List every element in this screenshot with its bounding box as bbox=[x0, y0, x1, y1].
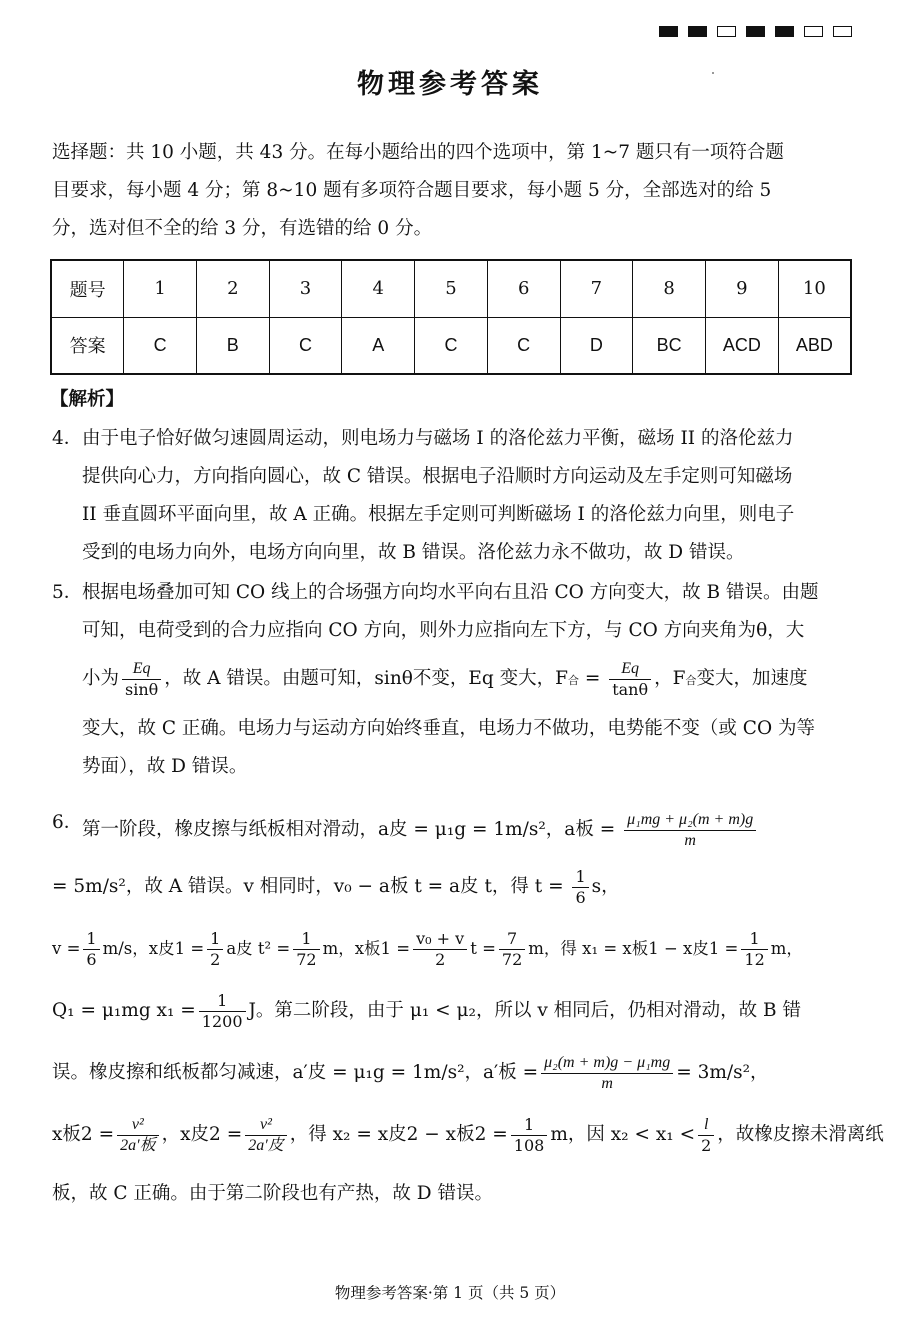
text-span: m，得 x₁ = x板1 − x皮1 = bbox=[528, 939, 739, 958]
answer-cell: BC bbox=[633, 317, 706, 374]
numerator: 1 bbox=[293, 929, 319, 950]
filled-square-mark bbox=[688, 26, 707, 37]
text-span: 小为 bbox=[82, 668, 120, 689]
text-line: 提供向心力，方向指向圆心，故 C 错误。根据电子沿顺时方向运动及左手定则可知磁场 bbox=[82, 466, 793, 487]
question-number-cell: 4 bbox=[342, 260, 415, 317]
denominator: 12 bbox=[744, 950, 765, 969]
answer-cell: C bbox=[415, 317, 488, 374]
text-span: t = bbox=[470, 939, 496, 958]
text-span: s， bbox=[591, 876, 620, 897]
question-number-cell: 10 bbox=[778, 260, 851, 317]
denominator: tanθ bbox=[612, 679, 649, 699]
text-line: II 垂直圆环平面向里，故 A 正确。根据左手定则可判断磁场 I 的洛伦兹力向里，则电子 bbox=[82, 504, 795, 525]
fraction bbox=[122, 659, 161, 700]
fraction bbox=[413, 929, 467, 970]
text-span: ，故橡皮擦未滑离纸 bbox=[717, 1124, 884, 1145]
empty-square-mark bbox=[833, 26, 852, 37]
answer-cell: C bbox=[487, 317, 560, 374]
numerator: μ₁mg + μ₂(m + m)g bbox=[624, 810, 756, 831]
solution-q6 bbox=[52, 804, 884, 1222]
solution-q5 bbox=[52, 574, 854, 786]
numerator: μ₂(m + m)g − μ₁mg bbox=[541, 1053, 673, 1074]
text-line bbox=[52, 1104, 884, 1166]
text-line bbox=[52, 1042, 854, 1104]
text-line: 势面），故 D 错误。 bbox=[82, 756, 248, 777]
question-number-cell: 1 bbox=[124, 260, 197, 317]
answer-table bbox=[50, 259, 852, 375]
denominator: 2 bbox=[435, 950, 446, 969]
subscript: 合 bbox=[567, 674, 579, 687]
denominator: 1200 bbox=[201, 1011, 243, 1031]
denominator: 108 bbox=[513, 1135, 545, 1155]
answer-cell: C bbox=[124, 317, 197, 374]
text-span: Q₁ = μ₁mg x₁ = bbox=[52, 1000, 196, 1021]
fraction bbox=[624, 810, 756, 851]
answer-cell: A bbox=[342, 317, 415, 374]
text-line bbox=[52, 918, 854, 980]
numerator: v₀ + v bbox=[413, 929, 467, 950]
question-number-cell: 2 bbox=[196, 260, 269, 317]
text-line: 小为 $\frac{Eq}{\sin\theta}$ ，故 A 错误。由题可知，sinθ不变，Eq 变大，F合 = $\frac{Eq}{\tan\theta}$ ，F合变大，加速度 bbox=[82, 659, 808, 699]
fraction bbox=[511, 1115, 548, 1156]
text-span: 变大，加速度 bbox=[696, 668, 808, 689]
analysis-heading: 【解析】 bbox=[50, 389, 125, 410]
intro-paragraph bbox=[52, 134, 852, 248]
row-label: 答案 bbox=[51, 317, 124, 374]
fraction bbox=[245, 1115, 287, 1156]
answer-cell: ABD bbox=[778, 317, 851, 374]
text-line bbox=[52, 856, 854, 918]
text-span: x板2 = bbox=[52, 1124, 115, 1145]
question-number-cell: 5 bbox=[415, 260, 488, 317]
fraction bbox=[199, 991, 246, 1032]
question-number: 6． bbox=[52, 812, 83, 833]
numerator: 1 bbox=[741, 929, 767, 950]
numerator: 7 bbox=[499, 929, 525, 950]
question-number: 4． bbox=[52, 428, 83, 449]
question-number: 5． bbox=[52, 582, 83, 603]
intro-line: 选择题：共 10 小题，共 43 分。在每小题给出的四个选项中，第 1~7 题只有一项符合题 bbox=[52, 142, 784, 163]
fraction bbox=[541, 1053, 673, 1094]
fraction bbox=[293, 929, 319, 970]
answer-cell: C bbox=[269, 317, 342, 374]
fraction bbox=[207, 929, 223, 970]
denominator: sinθ bbox=[125, 679, 159, 699]
row-label: 题号 bbox=[51, 260, 124, 317]
text-line: 受到的电场力向外，电场方向向里，故 B 错误。洛伦兹力永不做功，故 D 错误。 bbox=[82, 542, 745, 563]
fraction bbox=[741, 929, 767, 970]
question-number-row bbox=[51, 260, 851, 317]
text-line: 变大，故 C 正确。电场力与运动方向始终垂直，电场力不做功，电势能不变（或 CO 为等 bbox=[82, 718, 816, 739]
numerator: Eq bbox=[609, 659, 651, 680]
question-number-cell: 9 bbox=[705, 260, 778, 317]
text-line: 可知，电荷受到的合力应指向 CO 方向，则外力应指向左下方，与 CO 方向夹角为θ，大 bbox=[82, 620, 805, 641]
fraction bbox=[117, 1115, 159, 1156]
empty-square-mark bbox=[804, 26, 823, 37]
answer-row bbox=[51, 317, 851, 374]
denominator: 2 bbox=[701, 1135, 712, 1155]
denominator: 6 bbox=[575, 887, 586, 907]
numerator: v² bbox=[117, 1115, 159, 1136]
text-line: 由于电子恰好做匀速圆周运动，则电场力与磁场 I 的洛伦兹力平衡，磁场 II 的洛伦兹力 bbox=[82, 428, 794, 449]
text-span: ，F bbox=[654, 668, 686, 689]
answer-cell: D bbox=[560, 317, 633, 374]
subscript: 合 bbox=[685, 674, 697, 687]
numerator: Eq bbox=[122, 659, 161, 680]
denominator: 2a′板 bbox=[120, 1136, 156, 1154]
text-span: m，x板1 = bbox=[322, 939, 411, 958]
fraction bbox=[572, 867, 588, 908]
text-span: m， bbox=[770, 939, 803, 958]
text-span: a皮 t² = bbox=[226, 939, 291, 958]
intro-line: 分，选对但不全的给 3 分，有选错的给 0 分。 bbox=[52, 218, 433, 239]
question-number-cell: 3 bbox=[269, 260, 342, 317]
text-span: = 5m/s²，故 A 错误。v 相同时，v₀ − a板 t = a皮 t，得 t = bbox=[52, 876, 564, 897]
numerator: 1 bbox=[207, 929, 223, 950]
fraction bbox=[609, 659, 651, 700]
answer-cell: B bbox=[196, 317, 269, 374]
fraction bbox=[83, 929, 99, 970]
numerator: 1 bbox=[83, 929, 99, 950]
numerator: 1 bbox=[572, 867, 588, 888]
filled-square-mark bbox=[775, 26, 794, 37]
text-span: 第一阶段，橡皮擦与纸板相对滑动，a皮 = μ₁g = 1m/s²，a板 = bbox=[82, 819, 616, 840]
solution-q4 bbox=[52, 420, 854, 572]
text-line: 根据电场叠加可知 CO 线上的合场强方向均水平向右且沿 CO 方向变大，故 B 错误。由题 bbox=[82, 582, 819, 603]
denominator: 6 bbox=[86, 950, 97, 969]
fraction bbox=[698, 1115, 714, 1156]
text-line bbox=[82, 804, 854, 856]
text-span: 误。橡皮擦和纸板都匀减速，a′皮 = μ₁g = 1m/s²，a′板 = bbox=[52, 1062, 539, 1083]
question-number-cell: 6 bbox=[487, 260, 560, 317]
numerator: l bbox=[698, 1115, 714, 1136]
text-span: m/s，x皮1 = bbox=[102, 939, 205, 958]
intro-line: 目要求，每小题 4 分；第 8~10 题有多项符合题目要求，每小题 5 分，全部选对的给 5 bbox=[52, 180, 772, 201]
denominator: 72 bbox=[296, 950, 317, 969]
text-line bbox=[52, 980, 854, 1042]
numerator: 1 bbox=[511, 1115, 548, 1136]
answer-cell: ACD bbox=[705, 317, 778, 374]
question-number-cell: 7 bbox=[560, 260, 633, 317]
filled-square-mark bbox=[659, 26, 678, 37]
text-span: ，故 A 错误。由题可知，sinθ不变，Eq 变大，F bbox=[164, 668, 568, 689]
page-footer: 物理参考答案·第 1 页（共 5 页） bbox=[334, 1284, 566, 1302]
filled-square-mark bbox=[746, 26, 765, 37]
text-line: 板，故 C 正确。由于第二阶段也有产热，故 D 错误。 bbox=[52, 1183, 494, 1204]
text-span: ，x皮2 = bbox=[161, 1124, 243, 1145]
text-span: J。第二阶段，由于 μ₁ < μ₂，所以 v 相同后，仍相对滑动，故 B 错 bbox=[248, 1000, 802, 1021]
numerator: 1 bbox=[199, 991, 246, 1012]
denominator: m bbox=[684, 831, 696, 849]
numerator: v² bbox=[245, 1115, 287, 1136]
fraction bbox=[499, 929, 525, 970]
text-span: m，因 x₂ < x₁ < bbox=[550, 1124, 696, 1145]
text-span: = 3m/s²， bbox=[676, 1062, 769, 1083]
corner-marks bbox=[659, 26, 852, 37]
denominator: 2a′皮 bbox=[248, 1136, 284, 1154]
text-span: ，得 x₂ = x皮2 − x板2 = bbox=[289, 1124, 508, 1145]
denominator: m bbox=[601, 1074, 613, 1092]
text-span: v = bbox=[52, 939, 81, 958]
denominator: 72 bbox=[501, 950, 523, 969]
question-number-cell: 8 bbox=[633, 260, 706, 317]
page-title: 物理参考答案 bbox=[357, 69, 543, 100]
denominator: 2 bbox=[210, 950, 221, 969]
empty-square-mark bbox=[717, 26, 736, 37]
